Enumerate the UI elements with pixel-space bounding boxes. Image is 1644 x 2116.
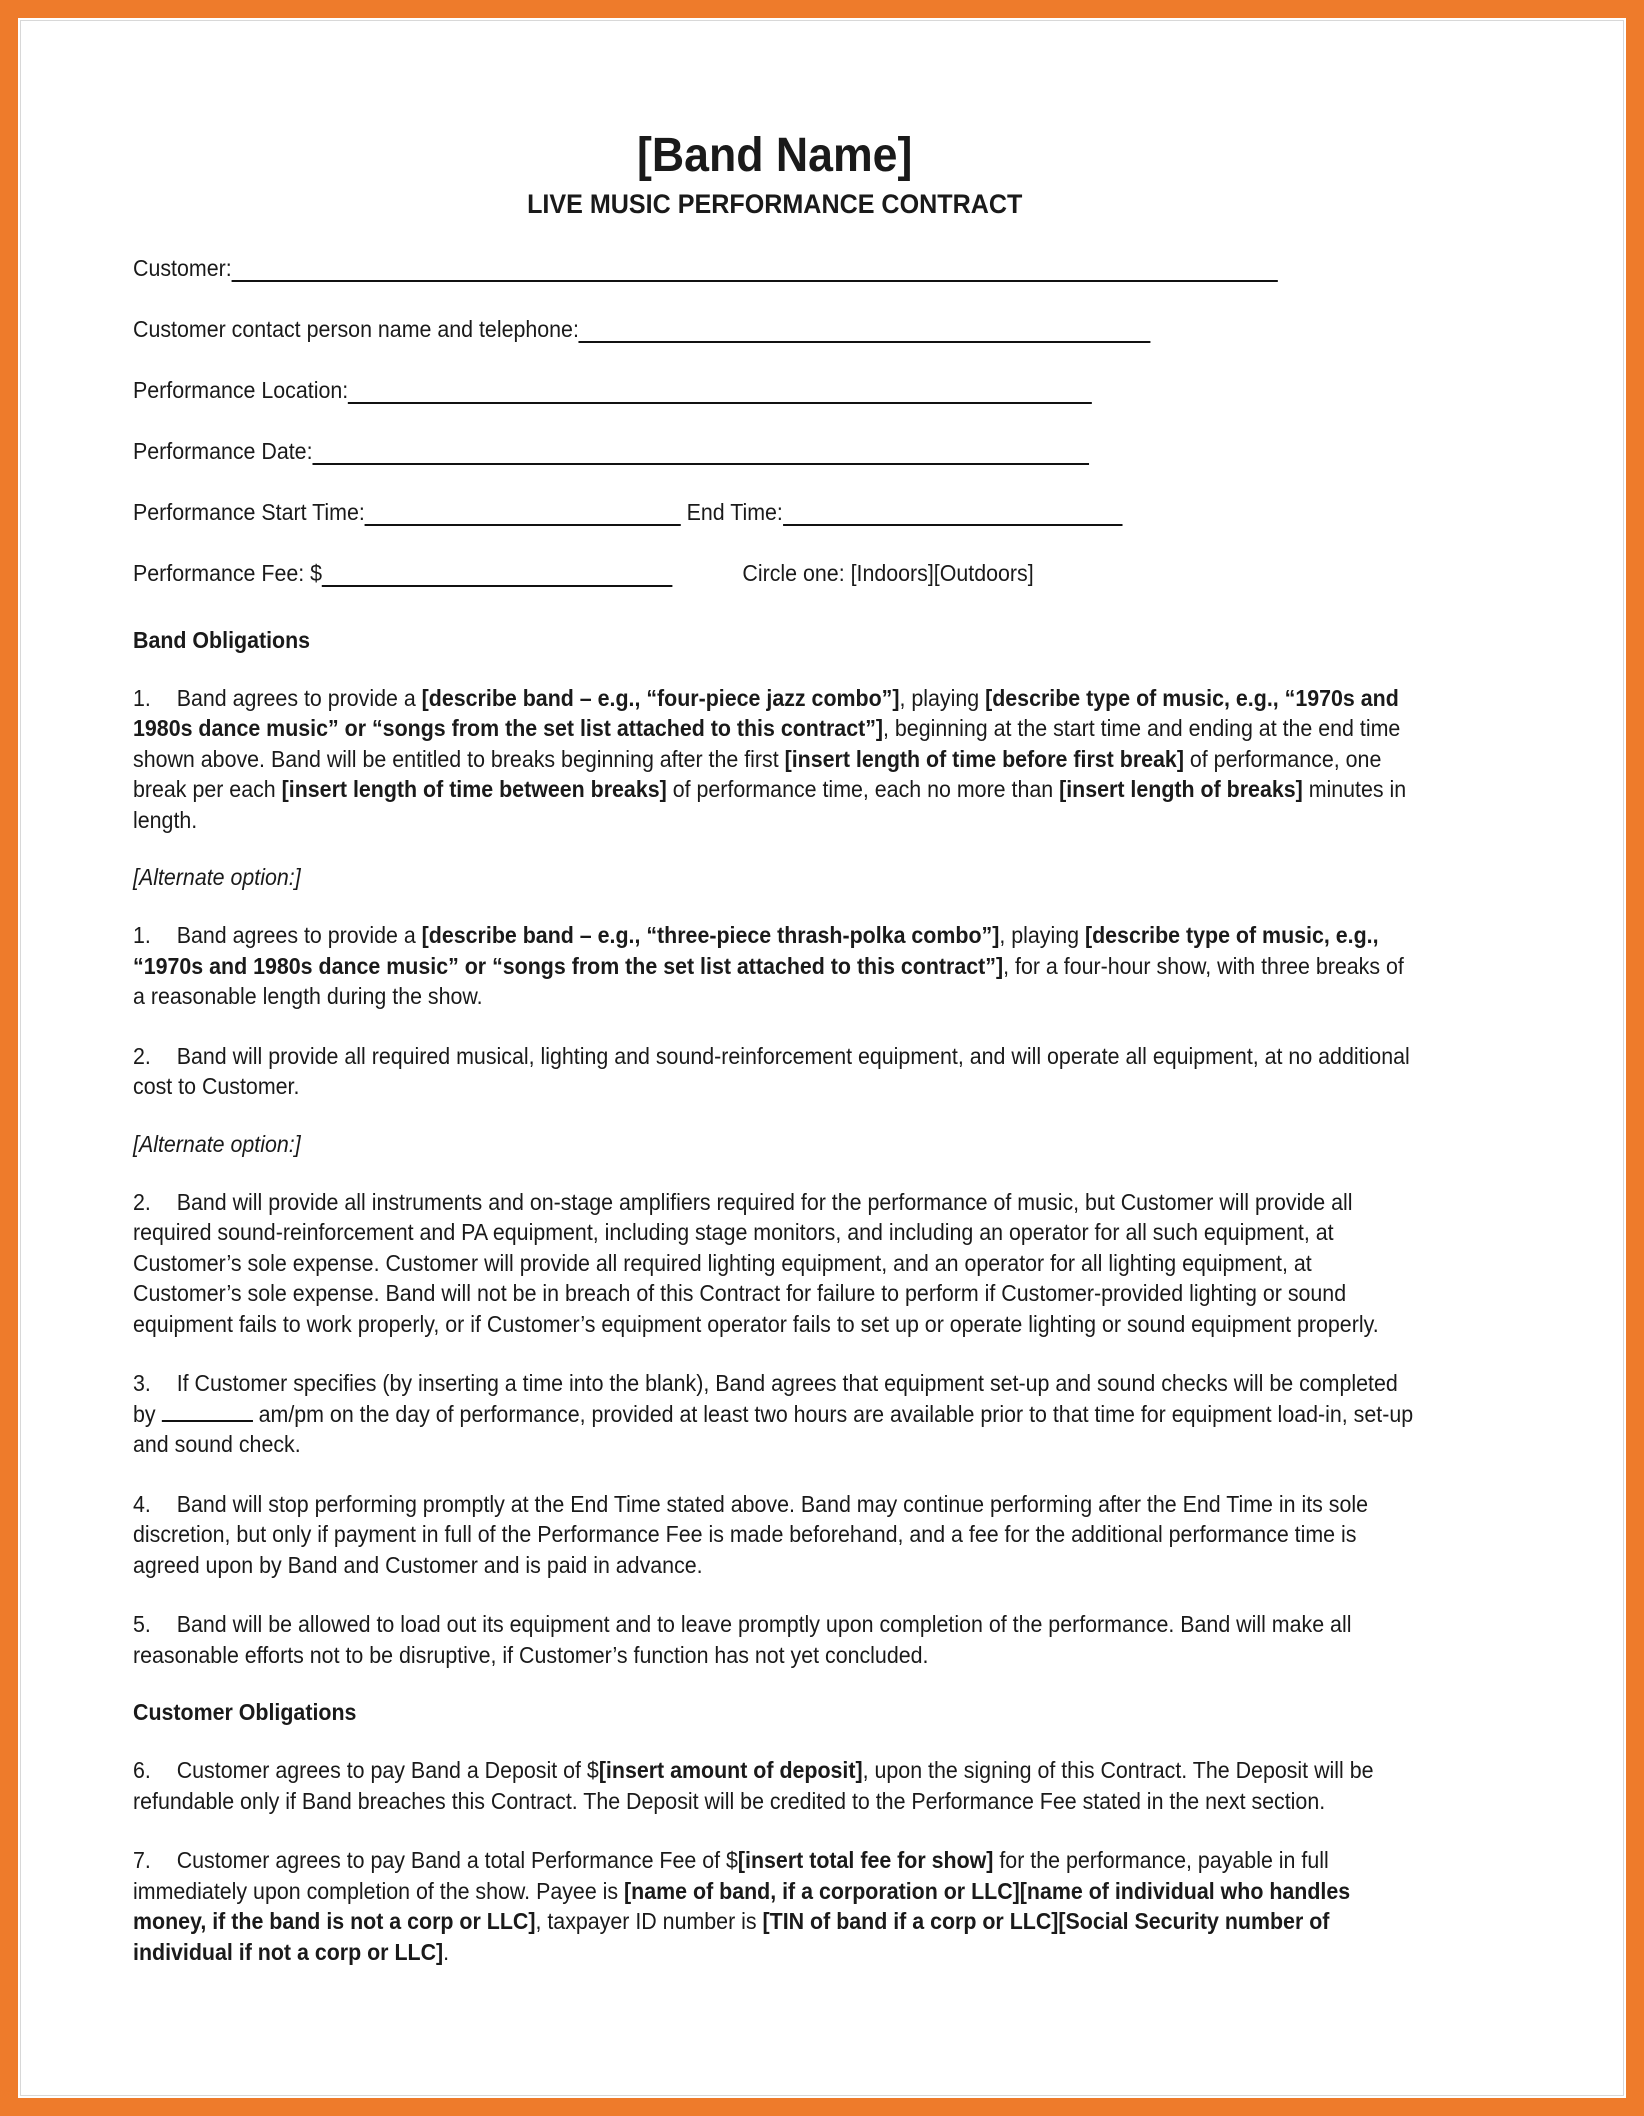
clause-text: , playing <box>999 922 1085 949</box>
clause-number: 6. <box>133 1757 151 1784</box>
clause-number: 2. <box>133 1188 151 1215</box>
clause-text: , beginning at the start time and ending at the end time shown above. Band will be entitled to breaks beginning after the first <box>133 715 1401 772</box>
start-time-label: Performance Start Time: <box>133 498 365 525</box>
customer-label: Customer: <box>133 254 232 281</box>
clause-5 <box>133 1609 1416 1670</box>
customer-field <box>133 252 1416 282</box>
fee-field <box>133 557 1416 587</box>
band-obligations-heading: Band Obligations <box>133 626 311 653</box>
clause-text: minutes in length. <box>133 776 1407 833</box>
clause-text: Band agrees to provide a <box>176 922 422 949</box>
clause-number: 1. <box>133 684 151 711</box>
clause-placeholder: [describe type of music, e.g., “1970s and 1980s dance music” or “songs from the set list attached to this contract”] <box>133 684 1399 742</box>
clause-text: Band agrees to provide a <box>176 684 422 711</box>
clause-text: , taxpayer ID number is <box>535 1908 763 1935</box>
clause-placeholder: [TIN of band if a corp or LLC][Social Security number of individual if not a corp or LLC] <box>133 1908 1330 1965</box>
time-field <box>133 496 1416 526</box>
clause-placeholder: [insert length of time between breaks] <box>281 776 667 803</box>
clause-text: for the performance, payable in full immediately upon completion of the show. Payee is <box>133 1847 1329 1904</box>
clause-placeholder: [name of band, if a corporation or LLC][name of individual who handles money, if the band is not a corp or LLC] <box>133 1877 1351 1935</box>
clause-2-alternate <box>133 1187 1416 1340</box>
contact-field <box>133 313 1416 343</box>
setup-time-blank[interactable] <box>162 1402 253 1422</box>
clause-number: 5. <box>133 1611 151 1638</box>
band-name-title: [Band Name] <box>637 129 913 182</box>
customer-obligations-heading: Customer Obligations <box>133 1699 357 1726</box>
location-label: Performance Location: <box>133 376 349 403</box>
end-time-blank[interactable] <box>783 498 1122 526</box>
clause-text: am/pm on the day of performance, provided at least two hours are available prior to that time for equipment load-in, set-up and sound check. <box>133 1400 1414 1458</box>
clause-text: of performance, one break per each <box>133 745 1382 803</box>
date-field <box>133 435 1416 465</box>
clause-text: Band will stop performing promptly at the End Time stated above. Band may continue performing after the End Time in its sole discretion, but only if payment in full of the Performance Fee is made beforehand, and a fee for the additional performance time is agreed upon by Band and Customer and is paid in advance. <box>133 1490 1369 1578</box>
clause-number: 2. <box>133 1042 151 1069</box>
alternate-option-label: [Alternate option:] <box>133 864 301 891</box>
contact-blank[interactable] <box>579 315 1151 343</box>
clause-text: . <box>443 1938 450 1965</box>
clause-placeholder: [describe band – e.g., “three-piece thrash-polka combo”] <box>421 922 1000 949</box>
clause-text: If Customer specifies (by inserting a time into the blank), Band agrees that equipment set-up and sound checks will be completed by <box>133 1370 1398 1427</box>
clause-text: Customer agrees to pay Band a Deposit of $ <box>176 1757 599 1784</box>
clause-text: , playing <box>899 684 986 711</box>
contract-subtitle: LIVE MUSIC PERFORMANCE CONTRACT <box>527 188 1023 219</box>
clause-number: 3. <box>133 1370 151 1397</box>
clause-placeholder: [insert length of time before first break] <box>784 745 1184 772</box>
fee-blank[interactable] <box>322 559 673 587</box>
fee-label: Performance Fee: $ <box>133 559 323 586</box>
date-blank[interactable] <box>313 437 1090 465</box>
alternate-option-label: [Alternate option:] <box>133 1130 301 1157</box>
clause-1 <box>133 683 1416 836</box>
clause-6 <box>133 1755 1416 1816</box>
clause-4 <box>133 1489 1416 1581</box>
customer-blank[interactable] <box>232 254 1278 282</box>
clause-text: Band will provide all instruments and on-stage amplifiers required for the performance of music, but Customer will provide all required sound-reinforcement and PA equipment, including stage monitors, and including an operator for all such equipment, at Customer’s sole expense. Customer will provide all required lighting equipment, and an operator for all lighting equipment, at Customer’s sole expense. Band will not be in breach of this Contract for failure to perform if Customer-provided lighting or sound equipment fails to work properly, or if Customer’s equipment operator fails to set up or operate lighting or sound equipment properly. <box>133 1188 1379 1337</box>
contract-body <box>133 130 1416 1967</box>
clause-number: 1. <box>133 922 151 949</box>
clause-placeholder: [insert total fee for show] <box>737 1847 994 1874</box>
circle-one-label: Circle one: [Indoors][Outdoors] <box>742 559 1034 586</box>
end-time-label: End Time: <box>686 498 783 525</box>
clause-placeholder: [describe type of music, e.g., “1970s and 1980s dance music” or “songs from the set list attached to this contract”] <box>133 922 1379 979</box>
contact-label: Customer contact person name and telephone: <box>133 315 579 342</box>
clause-text: Band will be allowed to load out its equipment and to leave promptly upon completion of the performance. Band will make all reasonable efforts not to be disruptive, if Customer’s function has not yet concluded. <box>133 1611 1352 1668</box>
clause-1-alternate <box>133 920 1416 1012</box>
clause-text: of performance time, each no more than <box>666 776 1060 803</box>
clause-7 <box>133 1845 1416 1967</box>
clause-text: Band will provide all required musical, lighting and sound-reinforcement equipment, and will operate all equipment, at no additional cost to Customer. <box>133 1042 1410 1100</box>
clause-2 <box>133 1041 1416 1102</box>
clause-3 <box>133 1368 1416 1460</box>
clause-placeholder: [describe band – e.g., “four-piece jazz combo”] <box>421 684 900 711</box>
start-time-blank[interactable] <box>365 498 681 526</box>
location-blank[interactable] <box>348 376 1092 404</box>
clause-number: 7. <box>133 1847 151 1874</box>
clause-placeholder: [insert amount of deposit] <box>598 1757 863 1784</box>
clause-text: Customer agrees to pay Band a total Performance Fee of $ <box>176 1847 738 1874</box>
date-label: Performance Date: <box>133 437 313 464</box>
clause-placeholder: [insert length of breaks] <box>1059 776 1303 803</box>
location-field <box>133 374 1416 404</box>
clause-text: , upon the signing of this Contract. The Deposit will be refundable only if Band breaches this Contract. The Deposit will be credited to the Performance Fee stated in the next section. <box>133 1757 1374 1814</box>
clause-number: 4. <box>133 1490 151 1517</box>
clause-text: , for a four-hour show, with three breaks of a reasonable length during the show. <box>133 952 1404 1010</box>
